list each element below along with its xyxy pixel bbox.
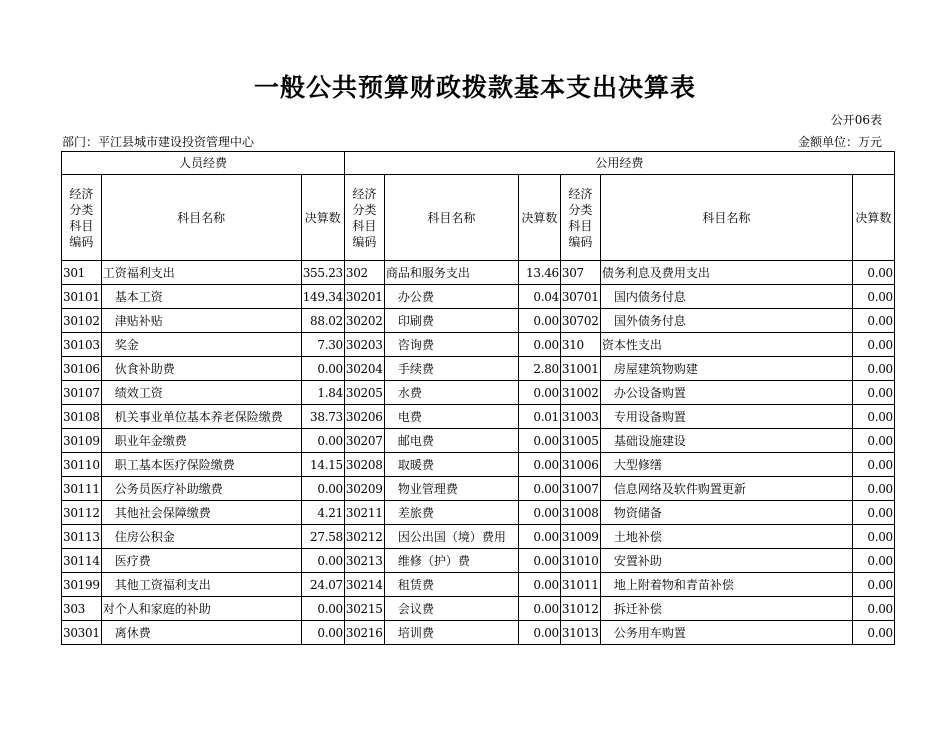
amount-cell: 1.84 <box>301 381 344 405</box>
report-title: 一般公共预算财政拨款基本支出决算表 <box>253 73 696 102</box>
account-name-cell: 土地补偿 <box>600 525 852 549</box>
table-row <box>62 381 895 405</box>
account-code-cell: 30206 <box>344 405 384 429</box>
table-row <box>62 549 895 573</box>
department-label: 部门：平江县城市建设投资管理中心 <box>62 135 255 149</box>
account-name-cell: 咨询费 <box>384 333 518 357</box>
amount-cell: 0.00 <box>301 621 344 645</box>
account-name-cell: 地上附着物和青苗补偿 <box>600 573 852 597</box>
col-header-name: 科目名称 <box>101 175 301 261</box>
amount-cell: 0.00 <box>301 597 344 621</box>
group-header-public: 公用经费 <box>344 152 894 175</box>
account-code-cell: 31002 <box>560 381 600 405</box>
account-code-cell: 31012 <box>560 597 600 621</box>
table-row <box>62 285 895 309</box>
account-name-cell: 因公出国（境）费用 <box>384 525 518 549</box>
account-code-cell: 30701 <box>560 285 600 309</box>
account-name-cell: 水费 <box>384 381 518 405</box>
account-code-cell: 30199 <box>62 573 102 597</box>
account-code-cell: 30112 <box>62 501 102 525</box>
col-header-code <box>560 175 600 261</box>
account-name-cell: 其他工资福利支出 <box>101 573 301 597</box>
account-code-cell: 30214 <box>344 573 384 597</box>
amount-cell: 0.04 <box>518 285 560 309</box>
table-row <box>62 333 895 357</box>
amount-cell: 2.80 <box>518 357 560 381</box>
account-code-cell: 31001 <box>560 357 600 381</box>
amount-cell: 0.00 <box>518 525 560 549</box>
account-name-cell: 邮电费 <box>384 429 518 453</box>
account-code-cell: 31008 <box>560 501 600 525</box>
col-header-name: 科目名称 <box>384 175 518 261</box>
amount-cell: 24.07 <box>301 573 344 597</box>
account-code-cell: 30216 <box>344 621 384 645</box>
account-name-cell: 印刷费 <box>384 309 518 333</box>
account-name-cell: 资本性支出 <box>600 333 852 357</box>
form-code: 公开06表 <box>830 113 882 127</box>
amount-cell: 0.00 <box>852 285 894 309</box>
table-row <box>62 501 895 525</box>
account-name-cell: 办公费 <box>384 285 518 309</box>
account-name-cell: 物业管理费 <box>384 477 518 501</box>
table-row <box>62 621 895 645</box>
account-code-cell: 302 <box>344 261 384 285</box>
account-code-cell: 30203 <box>344 333 384 357</box>
account-name-cell: 拆迁补偿 <box>600 597 852 621</box>
amount-unit-label: 金额单位：万元 <box>797 135 882 149</box>
expenditure-table <box>61 151 895 645</box>
col-header-code <box>62 175 102 261</box>
amount-cell: 38.73 <box>301 405 344 429</box>
account-name-cell: 电费 <box>384 405 518 429</box>
amount-cell: 0.00 <box>852 501 894 525</box>
amount-cell: 0.00 <box>301 549 344 573</box>
account-code-cell: 31013 <box>560 621 600 645</box>
account-code-cell: 30113 <box>62 525 102 549</box>
account-code-cell: 31009 <box>560 525 600 549</box>
amount-cell: 0.00 <box>852 477 894 501</box>
amount-cell: 13.46 <box>518 261 560 285</box>
account-code-cell: 30207 <box>344 429 384 453</box>
account-code-cell: 31010 <box>560 549 600 573</box>
amount-cell: 0.00 <box>518 597 560 621</box>
account-name-cell: 工资福利支出 <box>101 261 301 285</box>
account-code-cell: 30109 <box>62 429 102 453</box>
col-header-code-text: 经济分类科目编码 <box>568 186 593 249</box>
col-header-amount: 决算数 <box>852 175 894 261</box>
amount-cell: 0.00 <box>518 309 560 333</box>
amount-cell: 0.00 <box>852 621 894 645</box>
account-name-cell: 物资储备 <box>600 501 852 525</box>
account-name-cell: 公务员医疗补助缴费 <box>101 477 301 501</box>
table-row <box>62 405 895 429</box>
account-name-cell: 商品和服务支出 <box>384 261 518 285</box>
account-name-cell: 手续费 <box>384 357 518 381</box>
table-row <box>62 429 895 453</box>
account-name-cell: 大型修缮 <box>600 453 852 477</box>
account-name-cell: 其他社会保障缴费 <box>101 501 301 525</box>
account-name-cell: 安置补助 <box>600 549 852 573</box>
account-code-cell: 30202 <box>344 309 384 333</box>
amount-cell: 0.00 <box>852 381 894 405</box>
account-name-cell: 津贴补贴 <box>101 309 301 333</box>
amount-cell: 0.00 <box>518 549 560 573</box>
account-code-cell: 31006 <box>560 453 600 477</box>
account-name-cell: 离休费 <box>101 621 301 645</box>
account-name-cell: 房屋建筑物购建 <box>600 357 852 381</box>
account-code-cell: 30106 <box>62 357 102 381</box>
account-name-cell: 职业年金缴费 <box>101 429 301 453</box>
table-row <box>62 573 895 597</box>
account-code-cell: 30301 <box>62 621 102 645</box>
amount-cell: 0.00 <box>852 525 894 549</box>
account-code-cell: 30213 <box>344 549 384 573</box>
col-header-code-text: 经济分类科目编码 <box>69 186 94 249</box>
amount-cell: 27.58 <box>301 525 344 549</box>
account-code-cell: 30108 <box>62 405 102 429</box>
amount-cell: 0.00 <box>852 573 894 597</box>
amount-cell: 0.00 <box>852 549 894 573</box>
account-name-cell: 绩效工资 <box>101 381 301 405</box>
account-code-cell: 30212 <box>344 525 384 549</box>
account-code-cell: 31005 <box>560 429 600 453</box>
amount-cell: 0.00 <box>301 429 344 453</box>
amount-cell: 0.00 <box>852 405 894 429</box>
account-name-cell: 对个人和家庭的补助 <box>101 597 301 621</box>
account-name-cell: 办公设备购置 <box>600 381 852 405</box>
account-name-cell: 职工基本医疗保险缴费 <box>101 453 301 477</box>
account-name-cell: 国外债务付息 <box>600 309 852 333</box>
account-code-cell: 301 <box>62 261 102 285</box>
amount-cell: 0.00 <box>301 357 344 381</box>
account-name-cell: 公务用车购置 <box>600 621 852 645</box>
account-code-cell: 30702 <box>560 309 600 333</box>
account-name-cell: 住房公积金 <box>101 525 301 549</box>
account-name-cell: 维修（护）费 <box>384 549 518 573</box>
amount-cell: 0.00 <box>518 621 560 645</box>
table-row <box>62 597 895 621</box>
amount-cell: 0.00 <box>518 429 560 453</box>
amount-cell: 355.23 <box>301 261 344 285</box>
amount-cell: 0.00 <box>301 477 344 501</box>
account-code-cell: 30205 <box>344 381 384 405</box>
col-header-name: 科目名称 <box>600 175 852 261</box>
col-header-amount: 决算数 <box>518 175 560 261</box>
table-row <box>62 477 895 501</box>
col-header-code <box>344 175 384 261</box>
account-code-cell: 30110 <box>62 453 102 477</box>
account-code-cell: 30101 <box>62 285 102 309</box>
table-row <box>62 453 895 477</box>
amount-cell: 0.00 <box>852 309 894 333</box>
amount-cell: 0.00 <box>518 381 560 405</box>
account-code-cell: 31011 <box>560 573 600 597</box>
amount-cell: 0.00 <box>518 453 560 477</box>
amount-cell: 149.34 <box>301 285 344 309</box>
account-name-cell: 基本工资 <box>101 285 301 309</box>
account-code-cell: 30201 <box>344 285 384 309</box>
account-code-cell: 30114 <box>62 549 102 573</box>
amount-cell: 0.01 <box>518 405 560 429</box>
account-name-cell: 伙食补助费 <box>101 357 301 381</box>
account-name-cell: 机关事业单位基本养老保险缴费 <box>101 405 301 429</box>
amount-cell: 0.00 <box>518 501 560 525</box>
account-code-cell: 303 <box>62 597 102 621</box>
account-code-cell: 30102 <box>62 309 102 333</box>
account-code-cell: 31003 <box>560 405 600 429</box>
amount-cell: 0.00 <box>852 333 894 357</box>
account-code-cell: 30107 <box>62 381 102 405</box>
table-row <box>62 309 895 333</box>
amount-cell: 0.00 <box>518 333 560 357</box>
account-code-cell: 30208 <box>344 453 384 477</box>
account-name-cell: 债务利息及费用支出 <box>600 261 852 285</box>
col-header-code-text: 经济分类科目编码 <box>352 186 377 249</box>
table-row <box>62 525 895 549</box>
table-row <box>62 261 895 285</box>
account-name-cell: 医疗费 <box>101 549 301 573</box>
amount-cell: 0.00 <box>518 477 560 501</box>
account-name-cell: 基础设施建设 <box>600 429 852 453</box>
amount-cell: 14.15 <box>301 453 344 477</box>
account-code-cell: 30204 <box>344 357 384 381</box>
amount-cell: 88.02 <box>301 309 344 333</box>
amount-cell: 0.00 <box>852 357 894 381</box>
account-code-cell: 30103 <box>62 333 102 357</box>
amount-cell: 0.00 <box>852 453 894 477</box>
amount-cell: 4.21 <box>301 501 344 525</box>
account-code-cell: 307 <box>560 261 600 285</box>
amount-cell: 0.00 <box>852 261 894 285</box>
account-name-cell: 专用设备购置 <box>600 405 852 429</box>
account-name-cell: 信息网络及软件购置更新 <box>600 477 852 501</box>
account-name-cell: 租赁费 <box>384 573 518 597</box>
amount-cell: 0.00 <box>518 573 560 597</box>
account-code-cell: 30211 <box>344 501 384 525</box>
amount-cell: 0.00 <box>852 597 894 621</box>
amount-cell: 0.00 <box>852 429 894 453</box>
col-header-amount: 决算数 <box>301 175 344 261</box>
account-code-cell: 30111 <box>62 477 102 501</box>
account-name-cell: 国内债务付息 <box>600 285 852 309</box>
account-name-cell: 培训费 <box>384 621 518 645</box>
account-code-cell: 30215 <box>344 597 384 621</box>
account-name-cell: 会议费 <box>384 597 518 621</box>
account-name-cell: 差旅费 <box>384 501 518 525</box>
account-code-cell: 310 <box>560 333 600 357</box>
table-row <box>62 357 895 381</box>
account-name-cell: 取暖费 <box>384 453 518 477</box>
group-header-personnel: 人员经费 <box>62 152 345 175</box>
account-name-cell: 奖金 <box>101 333 301 357</box>
amount-cell: 7.30 <box>301 333 344 357</box>
account-code-cell: 30209 <box>344 477 384 501</box>
account-code-cell: 31007 <box>560 477 600 501</box>
